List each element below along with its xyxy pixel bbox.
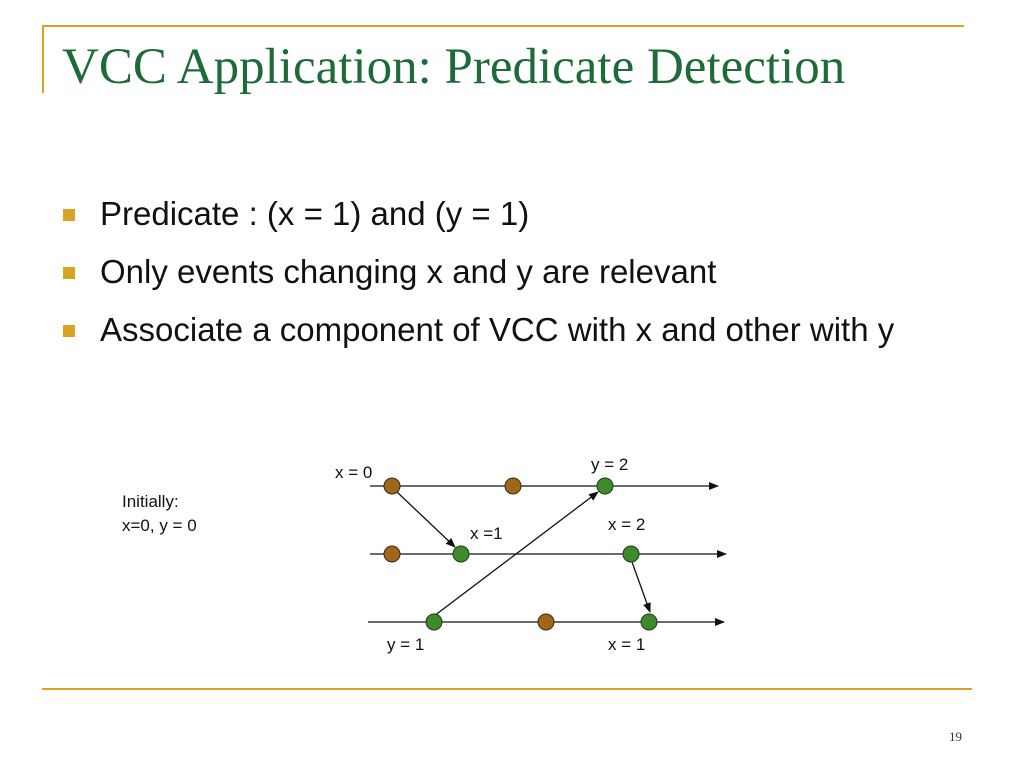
- label-p1-x0: x = 0: [335, 463, 373, 482]
- label-p3-y1: y = 1: [387, 635, 425, 654]
- footer-rule: [42, 688, 972, 690]
- note-line-initially: Initially:: [122, 492, 179, 511]
- label-p1-y2: y = 2: [591, 455, 629, 474]
- note-line-values: x=0, y = 0: [122, 516, 197, 535]
- message-arrow-p1-to-p2: [397, 492, 455, 547]
- bullet-text: Predicate : (x = 1) and (y = 1): [100, 195, 530, 232]
- bullet-text: Only events changing x and y are relevant: [100, 253, 717, 290]
- label-p2-x1: x =1: [470, 524, 503, 543]
- label-p2-x2: x = 2: [608, 515, 646, 534]
- event-p3-x1: [641, 614, 657, 630]
- slide-title: VCC Application: Predicate Detection: [62, 39, 846, 95]
- event-p1-irrelevant: [505, 478, 521, 494]
- page-number: 19: [949, 729, 962, 744]
- label-p3-x1: x = 1: [608, 635, 646, 654]
- event-p1-x0: [384, 478, 400, 494]
- bullet-text: Associate a component of VCC with x and other with y: [100, 311, 895, 348]
- event-p2-x2: [623, 546, 639, 562]
- event-p2-irrelevant: [384, 546, 400, 562]
- event-p3-irrelevant: [538, 614, 554, 630]
- event-p2-x1: [453, 546, 469, 562]
- event-p1-y2: [597, 478, 613, 494]
- message-arrow-p2-to-p3: [632, 562, 650, 612]
- event-p3-y1: [426, 614, 442, 630]
